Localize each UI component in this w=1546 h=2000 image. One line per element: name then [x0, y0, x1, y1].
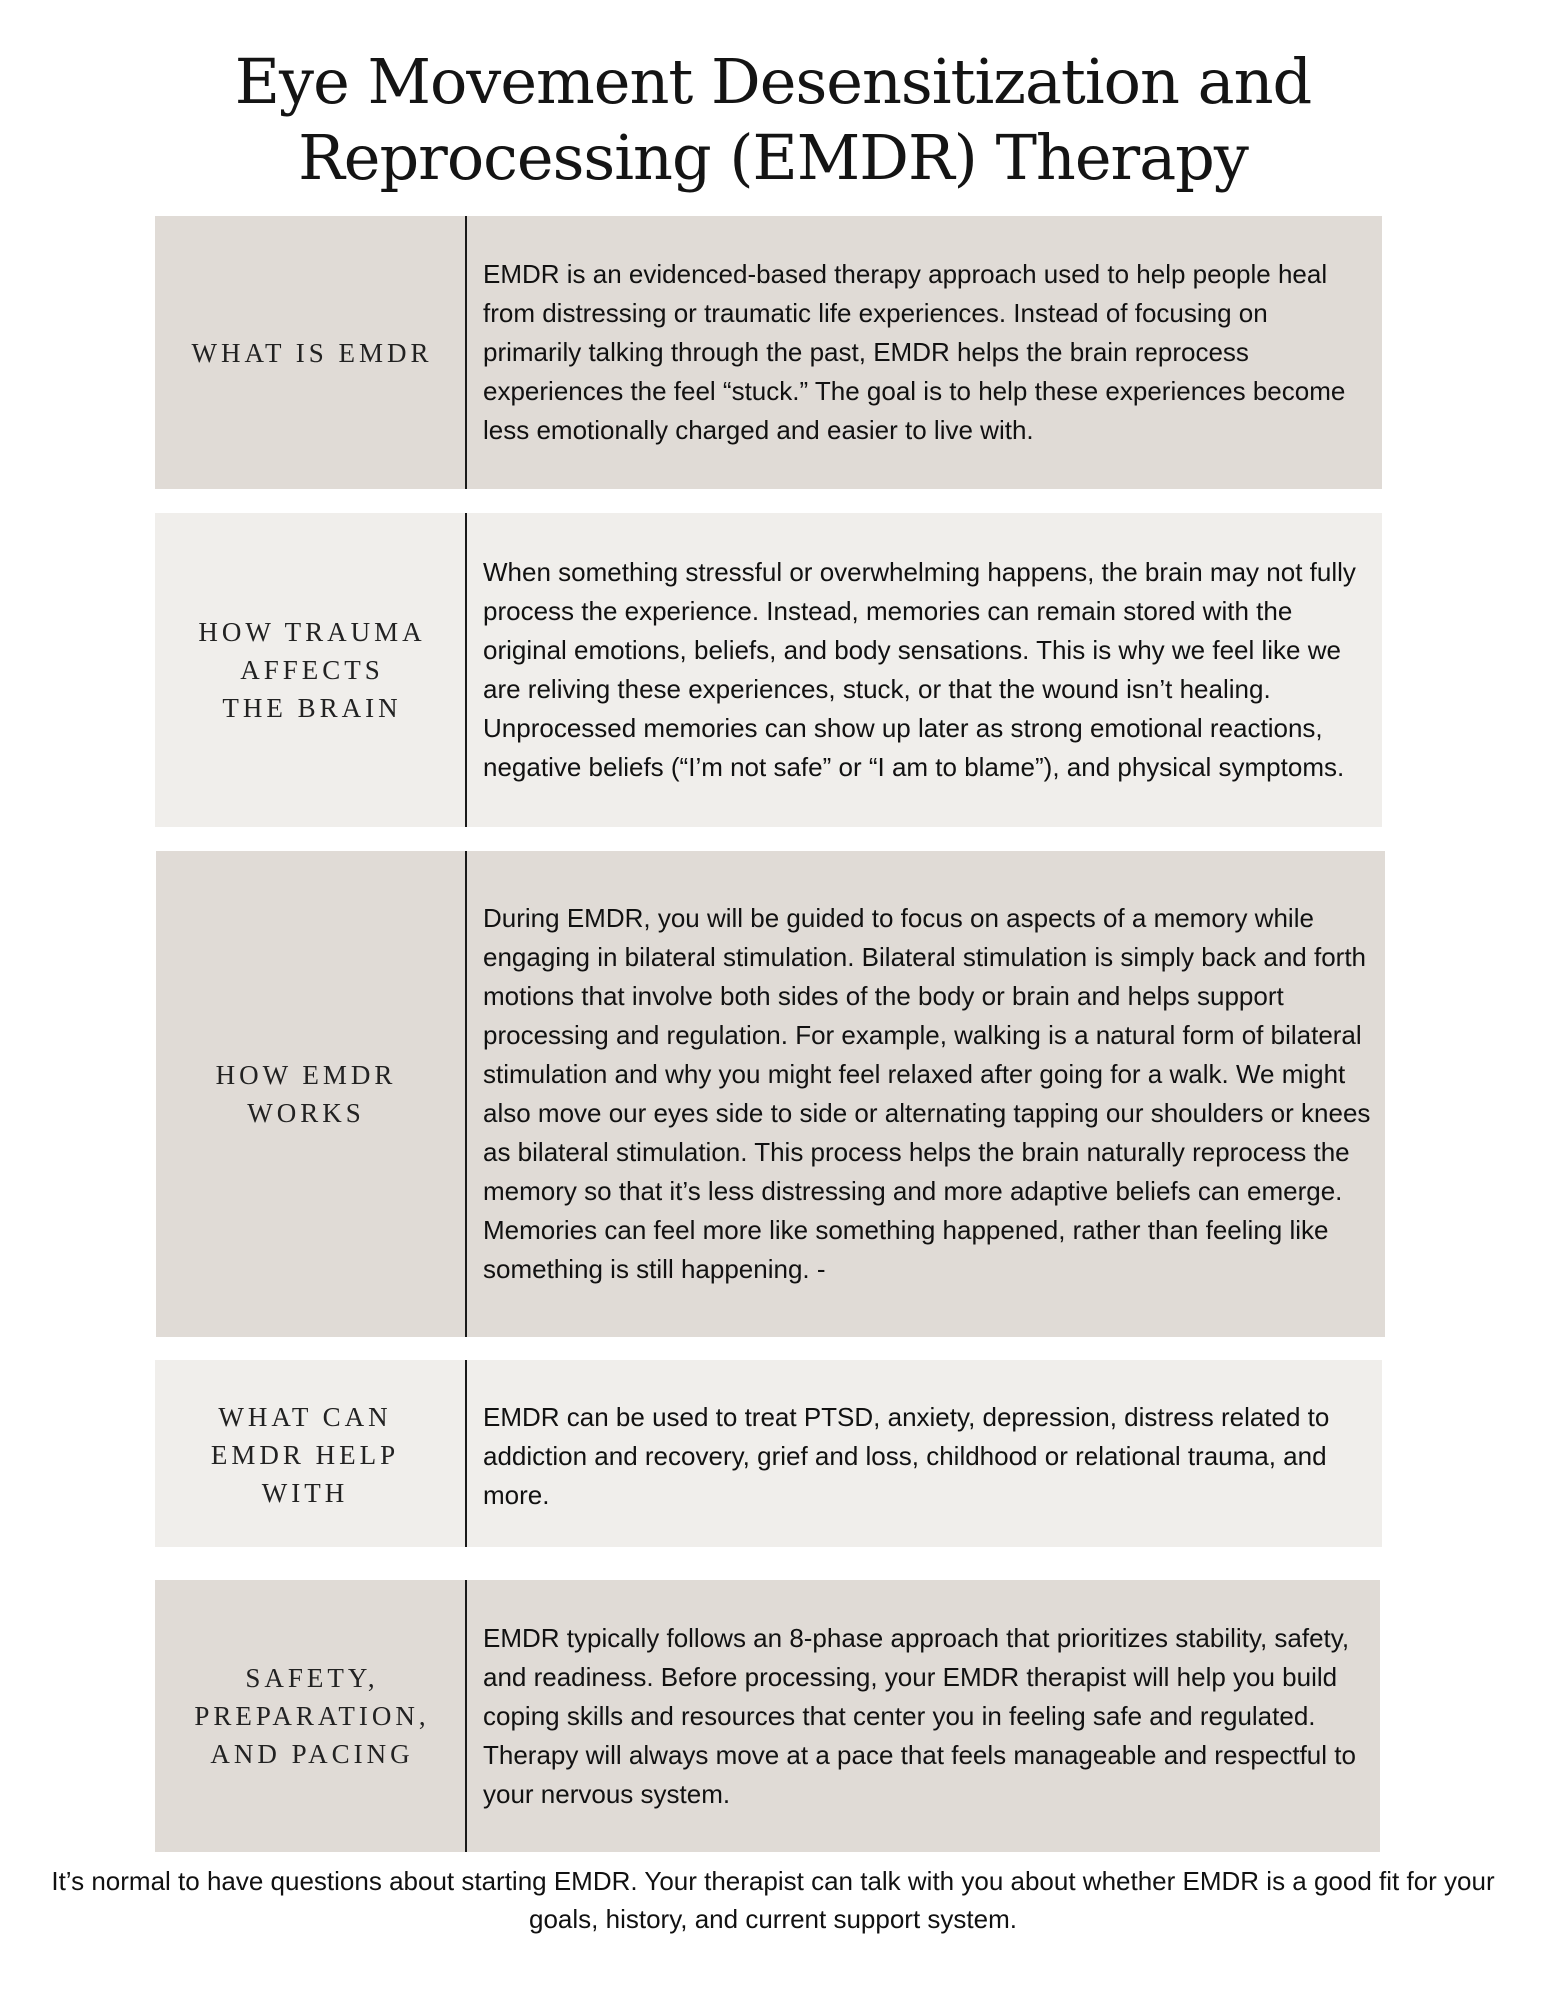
section-text-container	[483, 851, 1371, 1337]
section-text-container	[483, 1580, 1363, 1852]
section-what-is-emdr	[155, 216, 1382, 489]
page-title	[0, 44, 1546, 196]
section-divider	[465, 1580, 467, 1852]
section-text-container	[483, 216, 1368, 489]
title-line-2: Reprocessing (EMDR) Therapy	[298, 121, 1248, 194]
section-what-can-emdr-help-with	[155, 1360, 1382, 1547]
section-text: EMDR typically follows an 8-phase approach that prioritizes stability, safety, and readiness. Before processing, your EMDR therapist will help you build coping skills and resources that center you in feeling safe and regulated. Therapy will always move at a pace that feels manageable and respectful to your nervous system.	[483, 1622, 1356, 1809]
section-label: HOW EMDR WORKS	[215, 1060, 397, 1128]
section-label: SAFETY, PREPARATION, AND PACING	[194, 1663, 430, 1769]
section-text: EMDR is an evidenced-based therapy approach used to help people heal from distressing or traumatic life experiences. Instead of focusing on primarily talking through the past, EMDR helps the brain reprocess experiences the feel “stuck.” The goal is to help these experiences become less emotionally charged and easier to live with.	[483, 259, 1346, 445]
section-text: EMDR can be used to treat PTSD, anxiety, depression, distress related to addiction and recovery, grief and loss, childhood or relational trauma, and more.	[483, 1402, 1330, 1510]
section-divider	[465, 1360, 467, 1547]
section-divider	[465, 851, 467, 1337]
section-text: When something stressful or overwhelming happens, the brain may not fully process the experience. Instead, memories can remain stored with the original emotions, beliefs, and body sensations. This is why we feel like we are reliving these experiences, stuck, or that the wound isn’t healing. Unprocessed memories can show up later as strong emotional reactions, negative beliefs (“I’m not safe” or “I am to blame”), and physical symptoms.	[483, 557, 1356, 782]
section-how-emdr-works	[156, 851, 1385, 1337]
section-label: WHAT CAN EMDR HELP WITH	[210, 1402, 400, 1508]
section-safety-preparation-pacing	[155, 1580, 1380, 1852]
section-how-trauma-affects-brain	[155, 513, 1382, 827]
section-label: HOW TRAUMA AFFECTS THE BRAIN	[198, 617, 426, 723]
section-text: During EMDR, you will be guided to focus on aspects of a memory while engaging in bilateral stimulation. Bilateral stimulation is simply back and forth motions that involve both sides of the body or brain and helps support processing and regulation. For example, walking is a natural form of bilateral stimulation and why you might feel relaxed after going for a walk. We might also move our eyes side to side or alternating tapping our shoulders or knees as bilateral stimulation. This process helps the brain naturally reprocess the memory so that it’s less distressing and more adaptive beliefs can emerge. Memories can feel more like something happened, rather than feeling like something is still happening. -	[483, 903, 1371, 1284]
title-line-1: Eye Movement Desensitization and	[234, 45, 1312, 118]
section-divider	[465, 216, 467, 489]
section-divider	[465, 513, 467, 827]
section-text-container	[483, 1360, 1368, 1547]
section-text-container	[483, 513, 1368, 827]
footer-note: It’s normal to have questions about starting EMDR. Your therapist can talk with you about whether EMDR is a good fit for your goals, history, and current support system.	[51, 1866, 1495, 1934]
section-label: WHAT IS EMDR	[191, 337, 433, 368]
